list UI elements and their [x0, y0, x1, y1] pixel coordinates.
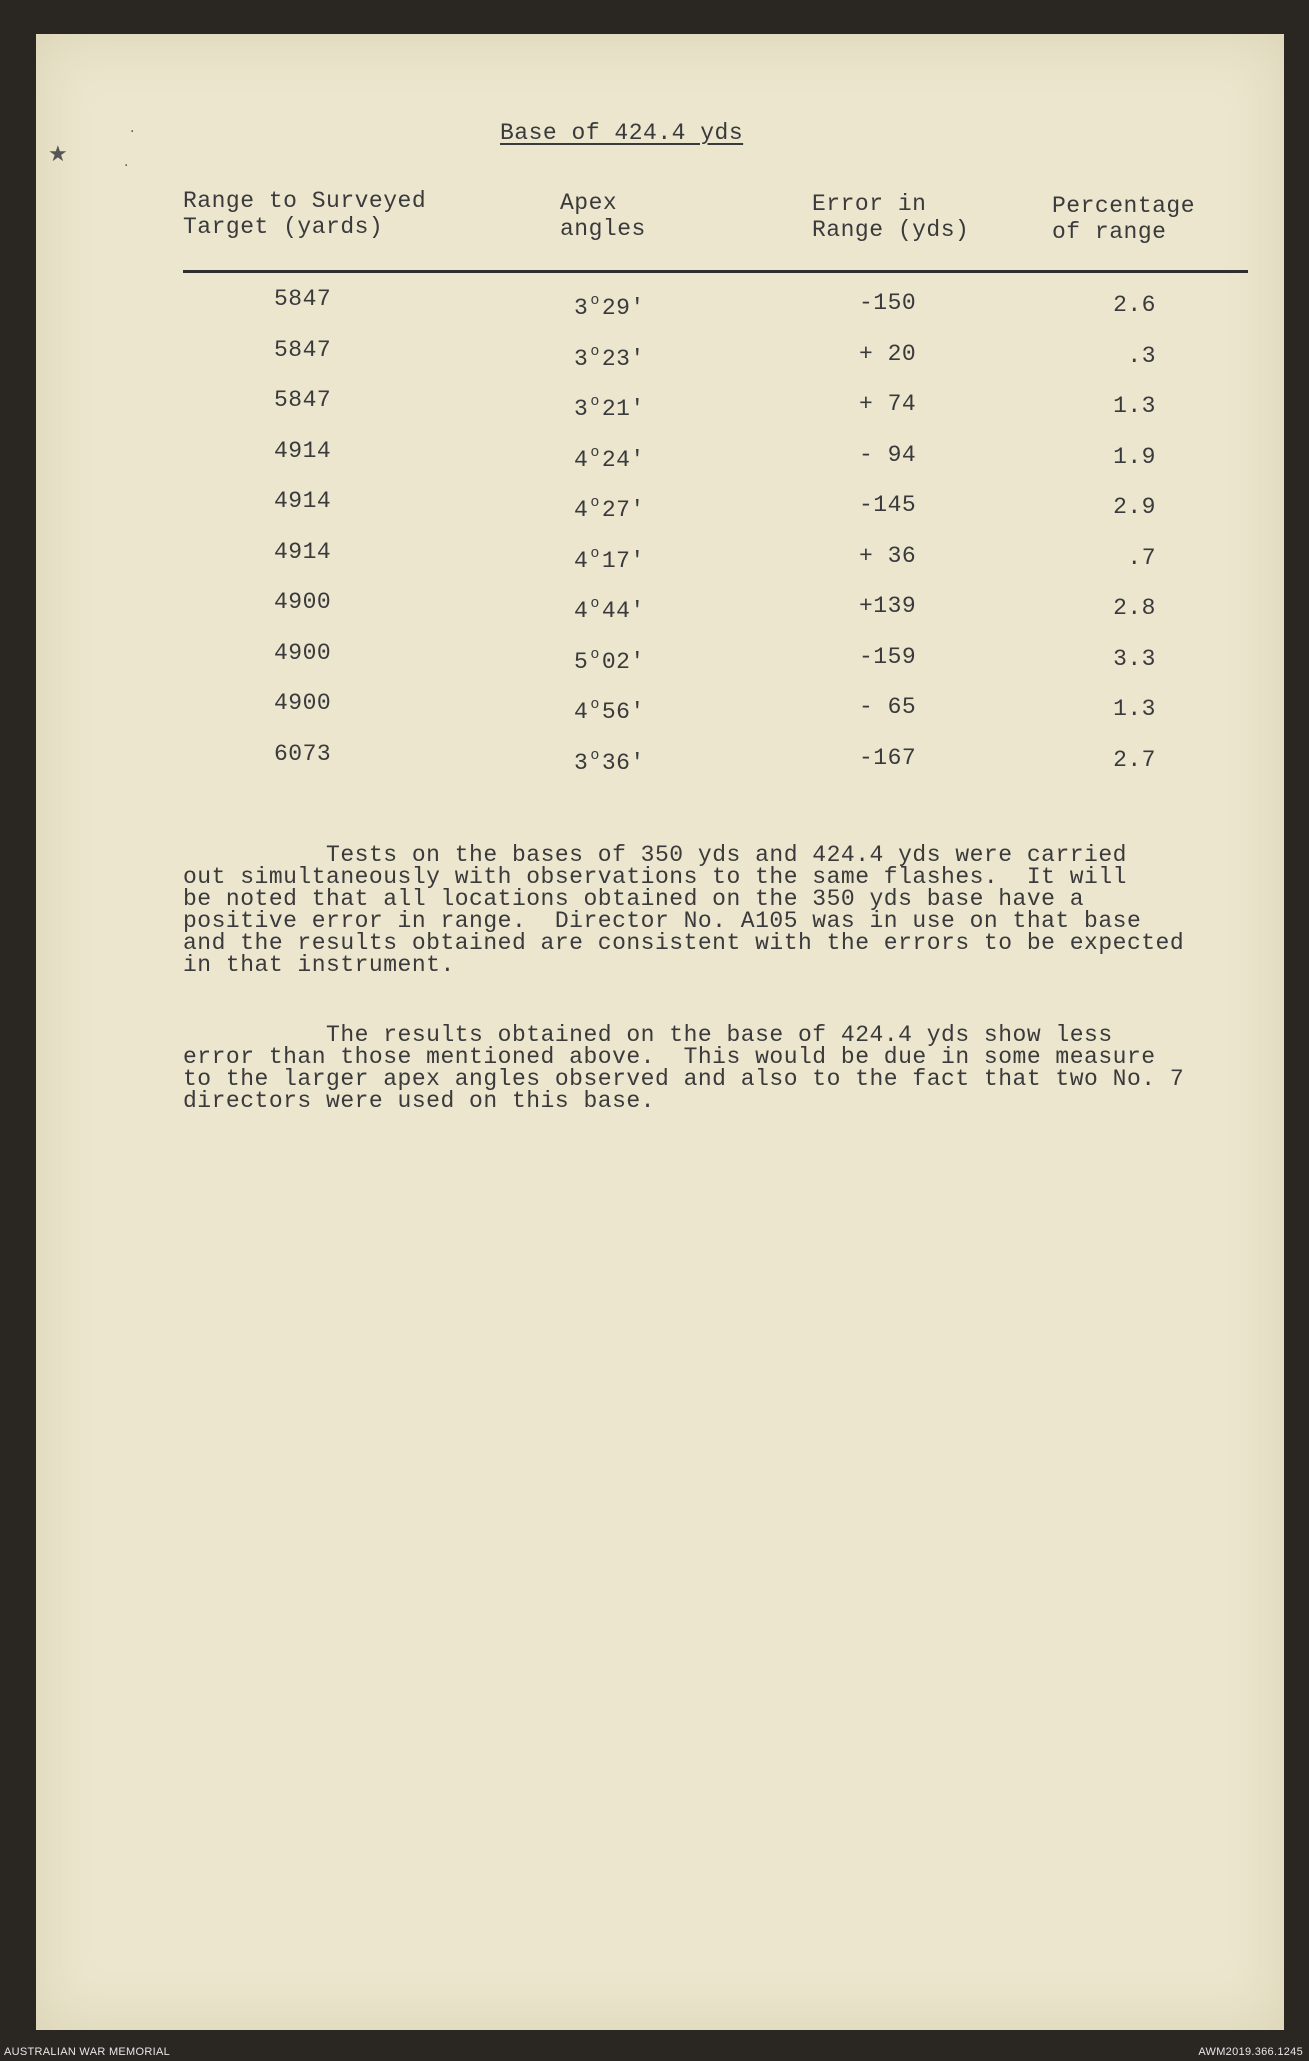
punch-mark-icon: ·: [124, 158, 129, 174]
cell-range: 5847: [274, 337, 332, 363]
apex-minutes: 36': [601, 750, 645, 776]
header-range-line1: Range to Surveyed: [183, 188, 427, 214]
cell-range: 4900: [274, 589, 332, 615]
apex-minutes: 02': [601, 649, 645, 675]
apex-minutes: 27': [601, 497, 645, 523]
cell-apex-angle: [574, 288, 645, 321]
cell-percentage: .3: [1127, 343, 1156, 369]
header-error-line1: Error in: [812, 191, 927, 217]
cell-range: 5847: [274, 387, 332, 413]
cell-percentage: 1.3: [1113, 393, 1156, 419]
cell-range: 4900: [274, 690, 332, 716]
cell-apex-angle: [574, 692, 645, 725]
footer-left: AUSTRALIAN WAR MEMORIAL: [4, 2046, 171, 2058]
header-apex-line2: angles: [560, 216, 646, 242]
apex-minutes: 17': [601, 548, 645, 574]
paragraph-1: Tests on the bases of 350 yds and 424.4 yds were carried out simultaneously with observations to the same flashes. It will be noted that all locations obtained on the 350 yds base have a positive error in range. Director No. A105 was in use on that base and the results obtained are consistent with the errors to be expected in that instrument.: [183, 842, 1185, 978]
degree-symbol: o: [590, 494, 600, 511]
degree-symbol: o: [590, 343, 600, 360]
degree-symbol: o: [590, 393, 600, 410]
apex-degrees: 3: [574, 396, 589, 422]
cell-percentage: 1.9: [1113, 444, 1156, 470]
punch-mark-icon: ★: [48, 142, 68, 167]
cell-range: 4900: [274, 640, 332, 666]
document-title: Base of 424.4 yds: [500, 120, 744, 146]
header-rule: [183, 270, 1248, 273]
punch-mark-icon: ·: [130, 124, 135, 140]
apex-minutes: 23': [601, 346, 645, 372]
apex-degrees: 3: [574, 295, 589, 321]
cell-error: + 36: [859, 543, 917, 569]
degree-symbol: o: [590, 444, 600, 461]
cell-error: +139: [859, 593, 917, 619]
cell-percentage: 2.6: [1113, 292, 1156, 318]
apex-minutes: 21': [601, 396, 645, 422]
degree-symbol: o: [590, 696, 600, 713]
apex-minutes: 56': [601, 699, 645, 725]
cell-apex-angle: [574, 743, 645, 776]
cell-apex-angle: [574, 389, 645, 422]
cell-error: - 94: [859, 442, 917, 468]
apex-degrees: 3: [574, 346, 589, 372]
apex-minutes: 44': [601, 598, 645, 624]
header-range: [183, 188, 426, 240]
cell-apex-angle: [574, 541, 645, 574]
paragraph-2: The results obtained on the base of 424.4 yds show less error than those mentioned above. This would be due in some measure to the larger apex angles observed and also to the fact that two No. 7 directors were used on this base.: [183, 1022, 1185, 1114]
document-page: [36, 34, 1284, 2030]
footer-right: AWM2019.366.1245: [1198, 2046, 1303, 2058]
apex-degrees: 4: [574, 699, 589, 725]
header-percentage-line1: Percentage: [1052, 193, 1196, 219]
header-percentage: [1052, 193, 1195, 245]
apex-degrees: 3: [574, 750, 589, 776]
cell-percentage: 2.8: [1113, 595, 1156, 621]
apex-degrees: 4: [574, 548, 589, 574]
cell-apex-angle: [574, 490, 645, 523]
cell-range: 5847: [274, 286, 332, 312]
cell-error: + 74: [859, 391, 917, 417]
cell-percentage: 3.3: [1113, 646, 1156, 672]
apex-degrees: 5: [574, 649, 589, 675]
cell-percentage: 2.7: [1113, 747, 1156, 773]
header-error-line2: Range (yds): [812, 217, 970, 243]
degree-symbol: o: [590, 747, 600, 764]
cell-range: 4914: [274, 488, 332, 514]
cell-range: 6073: [274, 741, 332, 767]
cell-error: -159: [859, 644, 917, 670]
header-percentage-line2: of range: [1052, 219, 1167, 245]
cell-error: -150: [859, 290, 917, 316]
degree-symbol: o: [590, 595, 600, 612]
cell-percentage: 2.9: [1113, 494, 1156, 520]
header-apex: [560, 190, 646, 242]
apex-minutes: 29': [601, 295, 645, 321]
degree-symbol: o: [590, 545, 600, 562]
apex-degrees: 4: [574, 598, 589, 624]
cell-range: 4914: [274, 438, 332, 464]
cell-percentage: .7: [1127, 545, 1156, 571]
cell-apex-angle: [574, 642, 645, 675]
cell-percentage: 1.3: [1113, 696, 1156, 722]
cell-error: -167: [859, 745, 917, 771]
apex-degrees: 4: [574, 447, 589, 473]
header-apex-line1: Apex: [560, 190, 618, 216]
cell-range: 4914: [274, 539, 332, 565]
degree-symbol: o: [590, 292, 600, 309]
degree-symbol: o: [590, 646, 600, 663]
cell-apex-angle: [574, 440, 645, 473]
cell-error: -145: [859, 492, 917, 518]
cell-apex-angle: [574, 591, 645, 624]
apex-degrees: 4: [574, 497, 589, 523]
cell-error: + 20: [859, 341, 917, 367]
header-error: [812, 191, 969, 243]
header-range-line2: Target (yards): [183, 214, 384, 240]
cell-error: - 65: [859, 694, 917, 720]
cell-apex-angle: [574, 339, 645, 372]
apex-minutes: 24': [601, 447, 645, 473]
